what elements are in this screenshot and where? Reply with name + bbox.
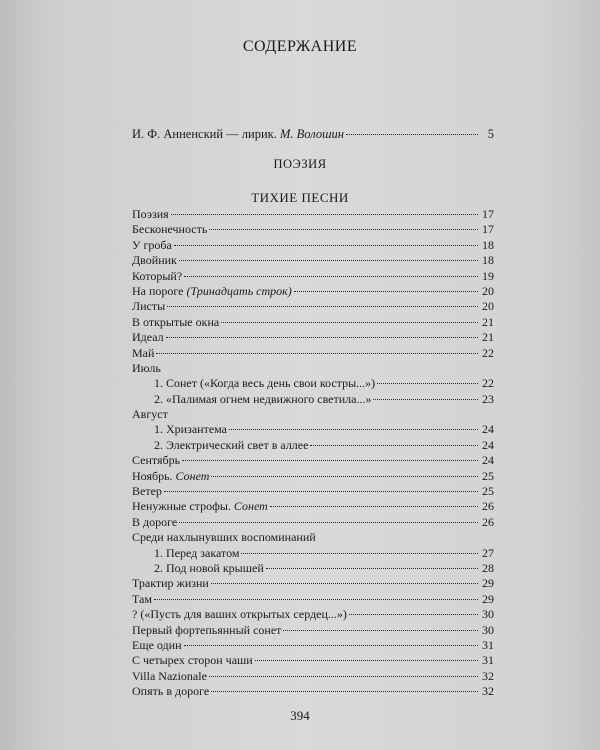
toc-entry-page: 21 (482, 330, 494, 345)
toc-entry (132, 530, 494, 545)
leader-dots (211, 583, 478, 584)
toc-entry (132, 422, 494, 437)
toc-entry-title: В открытые окна (132, 314, 220, 329)
toc-entry-page: 25 (482, 484, 494, 499)
toc-entry-title: Поэзия (132, 207, 169, 221)
toc-entry-title: С четырех сторон чаши (132, 653, 253, 668)
toc-entry (132, 222, 494, 237)
toc-entry (132, 607, 494, 622)
toc-entry-page: 30 (482, 607, 494, 622)
toc-entry-title: Бесконечность (132, 222, 208, 237)
leader-dots (156, 353, 478, 354)
toc-entry-title: Трактир жизни (132, 576, 209, 591)
toc-list (132, 207, 494, 700)
toc-entry (132, 484, 494, 499)
toc-entry-title: 2. Под новой крышей (154, 560, 264, 575)
toc-entry-title: В дороге (132, 514, 178, 529)
toc-entry-title: Там (132, 591, 152, 606)
leader-dots (270, 506, 478, 507)
toc-entry (132, 469, 494, 484)
toc-entry-page: 23 (482, 391, 494, 406)
toc-entry (132, 638, 494, 653)
leader-dots (182, 460, 478, 461)
toc-entry-page: 31 (482, 653, 494, 668)
section-heading: ПОЭЗИЯ (273, 157, 327, 171)
leader-dots (310, 445, 478, 446)
intro-entry (132, 127, 494, 142)
toc-entry (132, 238, 494, 253)
toc-entry-title: Еще один (132, 637, 182, 652)
toc-entry (132, 653, 494, 668)
toc-entry (132, 407, 494, 422)
toc-entry-page: 18 (482, 253, 494, 268)
toc-entry-title: 1. Сонет («Когда весь день свои костры...») (154, 376, 376, 391)
leader-dots (171, 214, 478, 215)
leader-dots (255, 660, 478, 661)
toc-entry (132, 284, 494, 299)
toc-entry-title: Листы (132, 299, 166, 314)
leader-dots (184, 276, 478, 277)
leader-dots (294, 291, 478, 292)
toc-entry-title: Опять в дороге (132, 684, 210, 699)
toc-entry (132, 392, 494, 407)
toc-entry-page: 29 (482, 591, 494, 606)
page-number: 394 (290, 708, 310, 723)
intro-page: 5 (487, 127, 494, 141)
leader-dots (229, 429, 478, 430)
leader-dots (266, 568, 478, 569)
leader-dots (373, 399, 478, 400)
toc-entry (132, 684, 494, 699)
leader-dots (154, 599, 478, 600)
leader-dots (211, 476, 478, 477)
toc-entry-page: 24 (482, 422, 494, 437)
intro-author: М. Волошин (280, 127, 344, 141)
toc-entry (132, 576, 494, 591)
toc-entry (132, 315, 494, 330)
leader-dots (166, 337, 478, 338)
toc-entry (132, 515, 494, 530)
toc-entry (132, 438, 494, 453)
toc-entry-page: 30 (482, 622, 494, 637)
leader-dots (174, 245, 478, 246)
toc-entry-page: 26 (482, 499, 494, 514)
toc-entry-page: 17 (482, 222, 494, 237)
toc-entry-title: Villa Nazionale (132, 668, 207, 683)
toc-entry-title: Сентябрь (132, 453, 181, 468)
toc-entry-page: 17 (482, 207, 494, 221)
toc-entry-page: 26 (482, 514, 494, 529)
toc-entry-title: ? («Пусть для ваших открытых сердец...») (132, 607, 347, 622)
leader-dots (164, 491, 478, 492)
leader-dots (209, 676, 478, 677)
leader-dots (211, 691, 478, 692)
toc-entry (132, 253, 494, 268)
toc-entry-page: 27 (482, 545, 494, 560)
page-title: СОДЕРЖАНИЕ (242, 38, 358, 55)
toc-entry (132, 207, 494, 222)
toc-entry (132, 499, 494, 514)
toc-entry-title: Август (132, 407, 168, 422)
toc-entry (132, 546, 494, 561)
leader-dots (241, 553, 478, 554)
toc-entry-title: У гроба (132, 237, 172, 252)
toc-entry-page: 24 (482, 453, 494, 468)
toc-entry-title: 2. Электрический свет в аллее (154, 437, 309, 452)
toc-entry-page: 28 (482, 560, 494, 575)
toc-entry (132, 669, 494, 684)
toc-entry-title: Двойник (132, 253, 177, 268)
toc-entry-page: 29 (482, 576, 494, 591)
leader-dots (283, 630, 478, 631)
toc-entry-title: 1. Перед закатом (154, 545, 240, 560)
toc-entry-title: Май (132, 345, 155, 360)
toc-entry-title: 1. Хризантема (154, 422, 227, 437)
toc-entry (132, 361, 494, 376)
toc-entry-title: Ветер (132, 484, 162, 499)
toc-entry-page: 19 (482, 268, 494, 283)
toc-entry-title: Идеал (132, 330, 164, 345)
toc-entry-title: На пороге (Тринадцать строк) (132, 283, 292, 298)
toc-entry-title: Июль (132, 360, 161, 375)
toc-entry-page: 32 (482, 684, 494, 699)
toc-entry-page: 24 (482, 437, 494, 452)
toc-entry (132, 346, 494, 361)
leader-dots (179, 260, 478, 261)
toc-entry-title: Первый фортепьянный сонет (132, 622, 282, 637)
toc-entry-page: 32 (482, 668, 494, 683)
leader-dots (377, 383, 478, 384)
leader-dots (221, 322, 478, 323)
toc-entry (132, 269, 494, 284)
toc-entry (132, 623, 494, 638)
leader-dots (349, 614, 478, 615)
intro-text: И. Ф. Анненский — лирик. М. Волошин (132, 127, 344, 141)
toc-entry-page: 31 (482, 637, 494, 652)
leader-dots (184, 645, 479, 646)
leader-dots (346, 134, 478, 135)
toc-entry-title: Который? (132, 268, 183, 283)
toc-entry (132, 330, 494, 345)
toc-entry (132, 299, 494, 314)
toc-entry (132, 592, 494, 607)
toc-entry-page: 18 (482, 237, 494, 252)
toc-entry-title: Ноябрь. Сонет (132, 468, 210, 483)
toc-entry (132, 561, 494, 576)
toc-entry-page: 20 (482, 283, 494, 298)
leader-dots (167, 306, 478, 307)
toc-entry-title: 2. «Палимая огнем недвижного светила...» (154, 391, 372, 406)
toc-entry-page: 21 (482, 314, 494, 329)
toc-entry-page: 20 (482, 299, 494, 314)
subsection-heading: ТИХИЕ ПЕСНИ (251, 190, 349, 205)
leader-dots (179, 522, 478, 523)
toc-entry (132, 376, 494, 391)
toc-entry-page: 25 (482, 468, 494, 483)
toc-entry-page: 22 (482, 345, 494, 360)
toc-entry-title: Среди нахлынувших воспоминаний (132, 530, 316, 545)
toc-entry-page: 22 (482, 376, 494, 391)
toc-entry-title: Ненужные строфы. Сонет (132, 499, 268, 514)
toc-entry (132, 453, 494, 468)
leader-dots (209, 229, 478, 230)
